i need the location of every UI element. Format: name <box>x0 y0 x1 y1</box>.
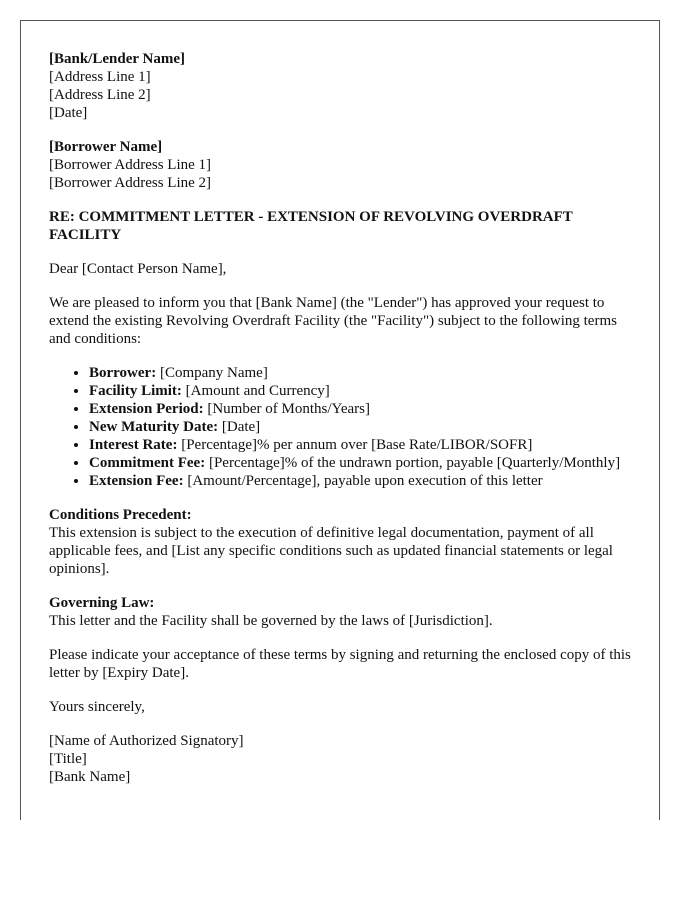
term-interest-rate <box>89 436 641 454</box>
term-value: [Number of Months/Years] <box>203 401 370 417</box>
salutation: Dear [Contact Person Name], <box>49 261 227 277</box>
term-value: [Company Name] <box>156 365 268 381</box>
term-value: [Amount and Currency] <box>181 383 330 399</box>
term-value: [Date] <box>218 419 261 435</box>
borrower-block <box>49 138 641 192</box>
terms-list <box>49 364 641 490</box>
term-label: Extension Fee: <box>89 473 184 489</box>
borrower-address-line-2: [Borrower Address Line 2] <box>49 175 212 191</box>
signatory-title: [Title] <box>49 751 87 767</box>
term-commitment-fee <box>89 454 641 472</box>
lender-name: [Bank/Lender Name] <box>49 51 185 67</box>
conditions-heading: Conditions Precedent: <box>49 507 192 523</box>
closing: Yours sincerely, <box>49 699 145 715</box>
signatory-bank: [Bank Name] <box>49 769 131 785</box>
governing-law-heading: Governing Law: <box>49 595 155 611</box>
borrower-name: [Borrower Name] <box>49 139 163 155</box>
lender-block <box>49 50 641 122</box>
term-extension-period <box>89 400 641 418</box>
subject-line: RE: COMMITMENT LETTER - EXTENSION OF REVOLVING OVERDRAFT FACILITY <box>49 209 573 243</box>
governing-law-section <box>49 594 641 630</box>
signatory-name: [Name of Authorized Signatory] <box>49 733 244 749</box>
term-label: Facility Limit: <box>89 383 182 399</box>
conditions-text: This extension is subject to the execution of definitive legal documentation, payment of all applicable fees, and [List any specific conditions such as updated financial statements or legal opinions]. <box>49 525 613 577</box>
governing-law-text: This letter and the Facility shall be governed by the laws of [Jurisdiction]. <box>49 613 493 629</box>
intro-paragraph: We are pleased to inform you that [Bank Name] (the "Lender") has approved your request to extend the existing Revolving Overdraft Facility (the "Facility") subject to the following terms and conditions: <box>49 295 617 347</box>
acceptance-paragraph: Please indicate your acceptance of these terms by signing and returning the enclosed copy of this letter by [Expiry Date]. <box>49 647 631 681</box>
term-label: New Maturity Date: <box>89 419 219 435</box>
term-borrower <box>89 364 641 382</box>
term-label: Borrower: <box>89 365 157 381</box>
term-extension-fee <box>89 472 641 490</box>
borrower-address-line-1: [Borrower Address Line 1] <box>49 157 212 173</box>
term-value: [Amount/Percentage], payable upon execution of this letter <box>183 473 543 489</box>
term-label: Commitment Fee: <box>89 455 206 471</box>
term-facility-limit <box>89 382 641 400</box>
term-new-maturity-date <box>89 418 641 436</box>
term-value: [Percentage]% of the undrawn portion, payable [Quarterly/Monthly] <box>205 455 621 471</box>
letter-body <box>49 50 641 802</box>
signature-block <box>49 732 641 786</box>
letter-date: [Date] <box>49 105 88 121</box>
lender-address-line-1: [Address Line 1] <box>49 69 151 85</box>
conditions-section <box>49 506 641 578</box>
letter-page <box>20 20 660 820</box>
term-label: Interest Rate: <box>89 437 178 453</box>
lender-address-line-2: [Address Line 2] <box>49 87 151 103</box>
term-value: [Percentage]% per annum over [Base Rate/LIBOR/SOFR] <box>177 437 533 453</box>
term-label: Extension Period: <box>89 401 204 417</box>
